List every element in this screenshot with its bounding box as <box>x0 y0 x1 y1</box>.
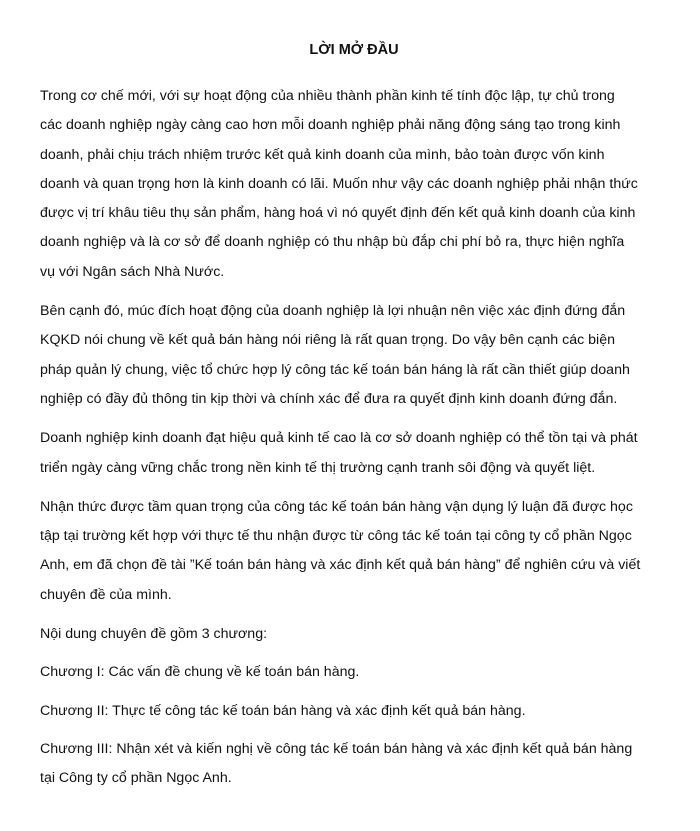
text-line: chuyên đề của mình. <box>40 586 172 603</box>
text-line: doanh và quan trọng hơn là kinh doanh có lãi. Muốn như vậy các doanh nghiệp phải nhận thức <box>40 175 638 192</box>
text-line: Chương III: Nhận xét và kiến nghị về công tác kế toán bán hàng và xác định kết quả bán hàng <box>40 740 633 757</box>
text-line: Trong cơ chế mới, với sự hoạt động của nhiều thành phần kinh tế tính độc lập, tự chủ trong <box>40 88 615 104</box>
text-line: doanh, phải chịu trách nhiệm trước kết quả kinh doanh của mình, bảo toàn được vốn kinh <box>40 146 605 163</box>
text-line: Bên cạnh đó, múc đích hoạt động của doanh nghiệp là lợi nhuận nên việc xác định đứng đắn <box>40 303 626 320</box>
text-line: được vị trí khâu tiêu thụ sản phẩm, hàng hoá vì nó quyết định đến kết quả kinh doanh của kinh <box>40 205 636 222</box>
text-line: Doanh nghiệp kinh doanh đạt hiệu quả kinh tế cao là cơ sở doanh nghiệp có thể tồn tại và phát <box>40 430 638 447</box>
content-intro: Nội dung chuyên đề gồm 3 chương: <box>40 626 268 643</box>
chapter-3 <box>40 735 660 794</box>
paragraph-intro <box>40 82 660 287</box>
paragraph-purpose <box>40 297 660 414</box>
document-title: LỜI MỞ ĐẦU <box>309 42 399 58</box>
text-line: doanh nghiệp và là cơ sở để doanh nghiệp có thu nhập bù đắp chi phí bỏ ra, thực hiện nghĩa <box>40 234 625 251</box>
text-line: Nhận thức được tầm quan trọng của công tác kế toán bán hàng vận dụng lý luận đã được học <box>40 498 633 515</box>
text-line: nghiệp có đầy đủ thông tin kịp thời và chính xác để đưa ra quyết định kinh doanh đứng đắn. <box>40 390 618 407</box>
text-line: pháp quản lý chung, việc tổ chức hợp lý công tác kế toán bán háng là rất cần thiết giúp doanh <box>40 361 630 378</box>
text-line: Anh, em đã chọn đề tài ”Kế toán bán hàng và xác định kết quả bán hàng” để nghiên cứu và viết <box>40 557 641 574</box>
paragraph-topic <box>40 493 660 610</box>
text-line: các doanh nghiệp ngày càng cao hơn mỗi doanh nghiệp phải năng động sáng tạo trong kinh <box>40 117 621 134</box>
text-line: triển ngày càng vững chắc trong nền kinh tế thị trường cạnh tranh sôi động và quyết liệt. <box>40 459 596 476</box>
text-line: KQKD nói chung về kết quả bán hàng nói riêng là rất quan trọng. Do vậy bên cạnh các biện <box>40 332 615 349</box>
paragraph-efficiency <box>40 424 660 483</box>
text-line: tại Công ty cổ phần Ngọc Anh. <box>40 770 232 787</box>
chapter-1: Chương I: Các vấn đề chung về kế toán bán hàng. <box>40 664 360 681</box>
text-line: vụ với Ngân sách Nhà Nước. <box>40 263 225 280</box>
text-line: tập tại trường kết hợp với thực tế thu nhận được từ công tác kế toán tại công ty cổ phần Ngọc <box>40 528 632 545</box>
chapter-2: Chương II: Thực tế công tác kế toán bán hàng và xác định kết quả bán hàng. <box>40 702 526 719</box>
